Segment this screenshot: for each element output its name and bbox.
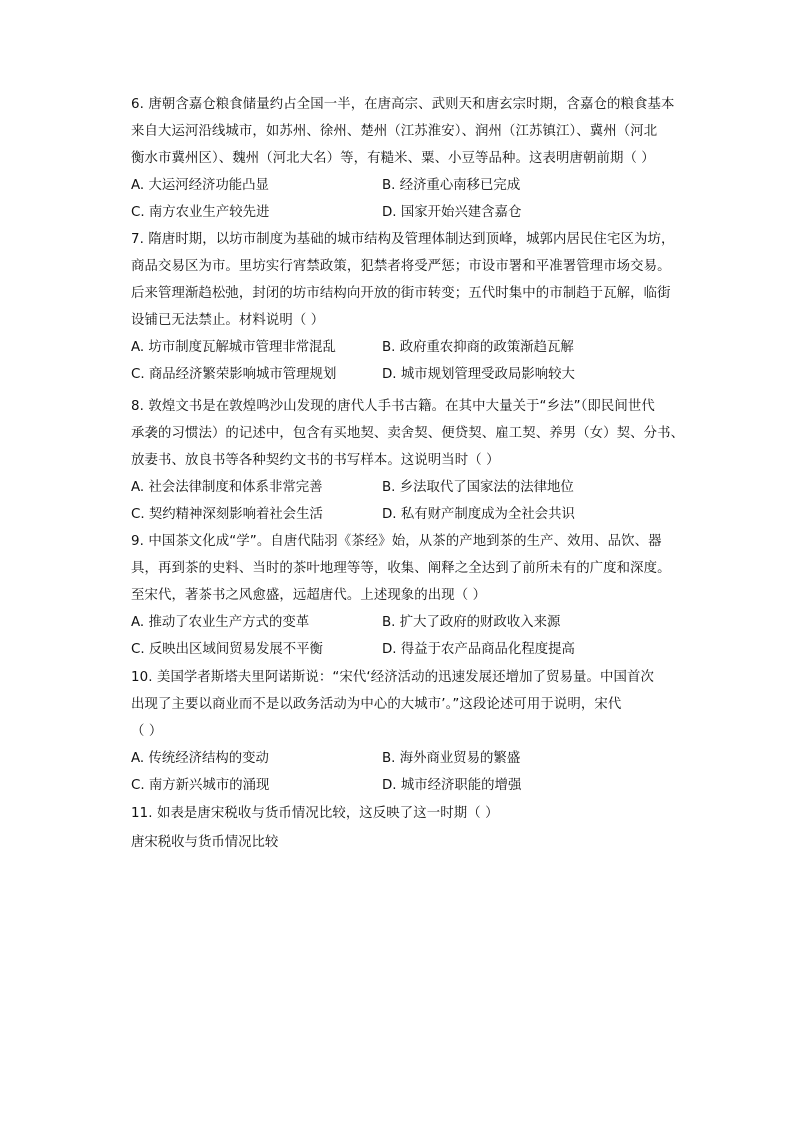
- question-text-line: 9. 中国茶文化成“学”。自唐代陆羽《茶经》始，从茶的产地到茶的生产、效用、品饮、器: [131, 534, 662, 549]
- question-text-line: （ ）: [131, 724, 163, 739]
- question-text-line: 具，再到茶的史料、当时的茶叶地理等等，收集、阐释之全达到了前所未有的广度和深度。: [131, 561, 671, 576]
- option-b: B. 政府重农抑商的政策渐趋瓦解: [382, 340, 574, 355]
- option-a: A. 传统经济结构的变动: [131, 751, 269, 766]
- question-6: [131, 91, 703, 226]
- option-b: B. 海外商业贸易的繁盛: [382, 751, 521, 766]
- option-row: [131, 501, 703, 528]
- option-row: [131, 334, 703, 361]
- option-row: [131, 474, 703, 501]
- option-row: [131, 772, 703, 799]
- option-row: [131, 172, 703, 199]
- option-c: C. 契约精神深刻影响着社会生活: [131, 507, 323, 522]
- question-text-line: 10. 美国学者斯塔夫里阿诺斯说：“宋代‘经济活动的迅速发展还增加了贸易量。中国首次: [131, 670, 655, 685]
- option-d: D. 城市经济职能的增强: [382, 778, 522, 793]
- option-d: D. 得益于农产品商品化程度提高: [382, 642, 575, 657]
- question-text-line: 来自大运河沿线城市，如苏州、徐州、楚州（江苏淮安）、润州（江苏镇江）、冀州（河北: [131, 124, 658, 139]
- option-b: B. 扩大了政府的财政收入来源: [382, 615, 561, 630]
- option-b: B. 经济重心南移已完成: [382, 178, 521, 193]
- table-caption: 唐宋税收与货币情况比较: [131, 835, 279, 850]
- question-text-line: 8. 敦煌文书是在敦煌鸣沙山发现的唐代人手书古籍。在其中大量关于“乡法”（即民间世代: [131, 399, 655, 414]
- question-text-line: 衡水市冀州区）、魏州（河北大名）等，有糙米、粟、小豆等品种。这表明唐朝前期（ ）: [131, 151, 655, 166]
- question-text-line: 至宋代，著茶书之风愈盛，远超唐代。上述现象的出现（ ）: [131, 588, 487, 603]
- option-a: A. 大运河经济功能凸显: [131, 178, 269, 193]
- question-text-line: 放妻书、放良书等各种契约文书的书写样本。这说明当时（ ）: [131, 453, 500, 468]
- question-text-line: 7. 隋唐时期，以坊市制度为基础的城市结构及管理体制达到顶峰，城郭内居民住宅区为坊，: [131, 232, 675, 247]
- question-text-line: 出现了主要以商业而不是以政务活动为中心的大城市’。”这段论述可用于说明，宋代: [131, 697, 622, 712]
- question-text-line: 设铺已无法禁止。材料说明（ ）: [131, 313, 325, 328]
- question-10: [131, 664, 703, 799]
- question-7: [131, 226, 703, 388]
- question-8: [131, 393, 703, 528]
- question-9: [131, 528, 703, 663]
- option-row: [131, 745, 703, 772]
- question-text-line: 商品交易区为市。里坊实行宵禁政策，犯禁者将受严惩；市设市署和平准署管理市场交易。: [131, 259, 671, 274]
- option-b: B. 乡法取代了国家法的法律地位: [382, 480, 574, 495]
- option-a: A. 社会法律制度和体系非常完善: [131, 480, 323, 495]
- option-row: [131, 636, 703, 663]
- option-a: A. 推动了农业生产方式的变革: [131, 615, 310, 630]
- option-row: [131, 609, 703, 636]
- option-row: [131, 361, 703, 388]
- option-c: C. 南方新兴城市的涌现: [131, 778, 270, 793]
- question-11: [131, 800, 703, 827]
- question-text-line: 6. 唐朝含嘉仓粮食储量约占全国一半，在唐高宗、武则天和唐玄宗时期，含嘉仓的粮食基本: [131, 97, 675, 112]
- question-text-line: 后来管理渐趋松弛，封闭的坊市结构向开放的街市转变；五代时集中的市制趋于瓦解，临街: [131, 286, 671, 301]
- option-row: [131, 199, 703, 226]
- question-text-line: 11. 如表是唐宋税收与货币情况比较，这反映了这一时期（ ）: [131, 806, 499, 821]
- question-text-line: 承袭的习惯法）的记述中，包含有买地契、卖舍契、便贷契、雇工契、养男（女）契、分书、: [131, 426, 685, 441]
- option-c: C. 南方农业生产较先进: [131, 205, 270, 220]
- option-a: A. 坊市制度瓦解城市管理非常混乱: [131, 340, 336, 355]
- option-c: C. 商品经济繁荣影响城市管理规划: [131, 367, 337, 382]
- option-d: D. 国家开始兴建含嘉仓: [382, 205, 522, 220]
- option-c: C. 反映出区域间贸易发展不平衡: [131, 642, 323, 657]
- option-d: D. 城市规划管理受政局影响较大: [382, 367, 575, 382]
- option-d: D. 私有财产制度成为全社会共识: [382, 507, 575, 522]
